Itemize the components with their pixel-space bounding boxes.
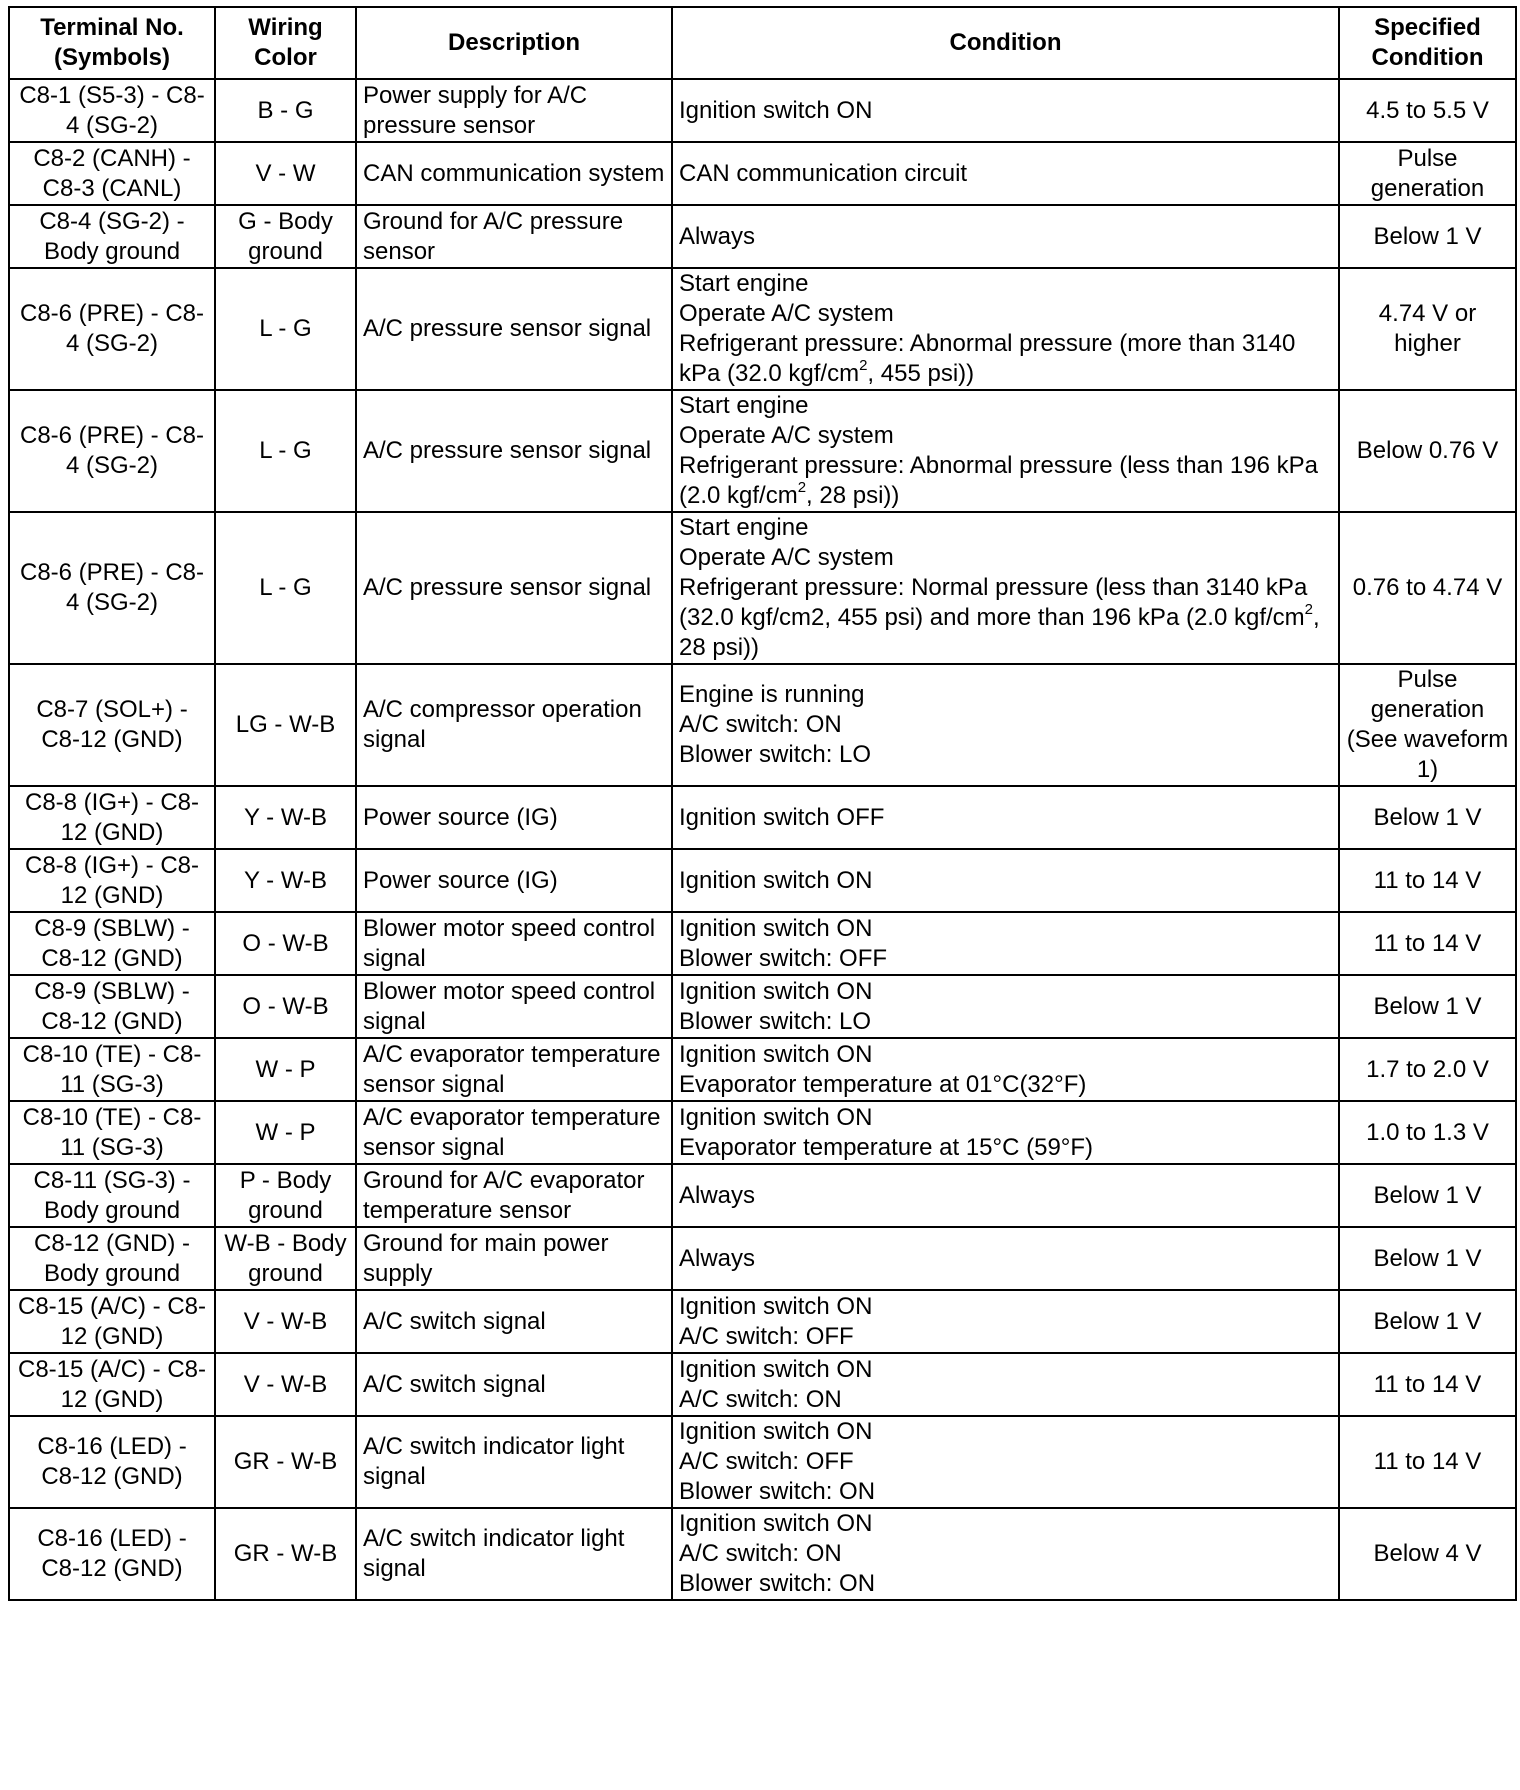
condition-cell: Start engine Operate A/C system Refrigerant pressure: Normal pressure (less than 3140 kPa (32.0 kgf/cm2, 455 psi) and more than 196 kPa (2.0 kgf/$cm^2$, 28 psi)): [672, 512, 1339, 664]
table-row: [9, 205, 1516, 268]
wiring-color-cell: L - G: [215, 512, 356, 664]
description-cell: Ground for main power supply: [356, 1227, 672, 1290]
description-cell: Blower motor speed control signal: [356, 975, 672, 1038]
condition-cell: Ignition switch ON Evaporator temperature at 15°C (59°F): [672, 1101, 1339, 1164]
specified-condition-cell: Below 1 V: [1339, 786, 1516, 849]
specified-condition-cell: Below 0.76 V: [1339, 390, 1516, 512]
specified-condition-cell: Below 1 V: [1339, 1164, 1516, 1227]
header-wiring-color: Wiring Color: [215, 7, 356, 79]
specified-condition-cell: Below 4 V: [1339, 1508, 1516, 1600]
specified-condition-cell: Pulse generation: [1339, 142, 1516, 205]
header-condition: Condition: [672, 7, 1339, 79]
condition-cell: Ignition switch ON A/C switch: ON Blower switch: ON: [672, 1508, 1339, 1600]
wiring-color-cell: Y - W-B: [215, 786, 356, 849]
table-row: [9, 1508, 1516, 1600]
table-row: [9, 1038, 1516, 1101]
description-cell: Blower motor speed control signal: [356, 912, 672, 975]
terminal-cell: C8-6 (PRE) - C8-4 (SG-2): [9, 390, 215, 512]
description-cell: A/C switch indicator light signal: [356, 1416, 672, 1508]
table-row: [9, 1101, 1516, 1164]
description-cell: Ground for A/C pressure sensor: [356, 205, 672, 268]
description-cell: A/C evaporator temperature sensor signal: [356, 1101, 672, 1164]
terminal-cell: C8-12 (GND) - Body ground: [9, 1227, 215, 1290]
description-cell: A/C switch signal: [356, 1353, 672, 1416]
condition-cell: Engine is running A/C switch: ON Blower switch: LO: [672, 664, 1339, 786]
condition-cell: Ignition switch ON Blower switch: OFF: [672, 912, 1339, 975]
terminal-cell: C8-7 (SOL+) - C8-12 (GND): [9, 664, 215, 786]
terminal-cell: C8-10 (TE) - C8-11 (SG-3): [9, 1101, 215, 1164]
description-cell: A/C pressure sensor signal: [356, 512, 672, 664]
terminal-cell: C8-6 (PRE) - C8-4 (SG-2): [9, 268, 215, 390]
table-row: [9, 390, 1516, 512]
wiring-color-cell: V - W: [215, 142, 356, 205]
wiring-color-cell: V - W-B: [215, 1353, 356, 1416]
specified-condition-cell: Pulse generation (See waveform 1): [1339, 664, 1516, 786]
terminal-cell: C8-8 (IG+) - C8-12 (GND): [9, 849, 215, 912]
wiring-color-cell: O - W-B: [215, 975, 356, 1038]
condition-cell: Start engine Operate A/C system Refrigerant pressure: Abnormal pressure (more than 3140 kPa (32.0 kgf/$cm^2$, 455 psi)): [672, 268, 1339, 390]
wiring-color-cell: W-B - Body ground: [215, 1227, 356, 1290]
specified-condition-cell: 11 to 14 V: [1339, 849, 1516, 912]
terminal-cell: C8-6 (PRE) - C8-4 (SG-2): [9, 512, 215, 664]
header-row: [9, 7, 1516, 79]
condition-cell: Start engine Operate A/C system Refrigerant pressure: Abnormal pressure (less than 196 kPa (2.0 kgf/$cm^2$, 28 psi)): [672, 390, 1339, 512]
condition-cell: Always: [672, 1164, 1339, 1227]
terminal-cell: C8-1 (S5-3) - C8-4 (SG-2): [9, 79, 215, 142]
wiring-color-cell: G - Body ground: [215, 205, 356, 268]
condition-cell: Ignition switch ON A/C switch: OFF: [672, 1290, 1339, 1353]
terminal-cell: C8-15 (A/C) - C8-12 (GND): [9, 1290, 215, 1353]
terminal-cell: C8-8 (IG+) - C8-12 (GND): [9, 786, 215, 849]
condition-cell: CAN communication circuit: [672, 142, 1339, 205]
header-description: Description: [356, 7, 672, 79]
table-row: [9, 1353, 1516, 1416]
description-cell: A/C pressure sensor signal: [356, 390, 672, 512]
wiring-color-cell: GR - W-B: [215, 1416, 356, 1508]
wiring-color-cell: O - W-B: [215, 912, 356, 975]
wiring-color-cell: L - G: [215, 268, 356, 390]
description-cell: CAN communication system: [356, 142, 672, 205]
description-cell: A/C switch indicator light signal: [356, 1508, 672, 1600]
condition-cell: Ignition switch ON: [672, 849, 1339, 912]
terminal-cell: C8-11 (SG-3) - Body ground: [9, 1164, 215, 1227]
terminal-cell: C8-16 (LED) - C8-12 (GND): [9, 1416, 215, 1508]
wiring-color-cell: L - G: [215, 390, 356, 512]
wiring-color-cell: B - G: [215, 79, 356, 142]
description-cell: Power source (IG): [356, 849, 672, 912]
table-row: [9, 975, 1516, 1038]
specified-condition-cell: 11 to 14 V: [1339, 912, 1516, 975]
table-row: [9, 912, 1516, 975]
header-terminal: Terminal No. (Symbols): [9, 7, 215, 79]
terminal-spec-table: [8, 6, 1517, 1601]
specified-condition-cell: 11 to 14 V: [1339, 1353, 1516, 1416]
specified-condition-cell: Below 1 V: [1339, 975, 1516, 1038]
table-row: [9, 1227, 1516, 1290]
table-row: [9, 512, 1516, 664]
specified-condition-cell: 1.0 to 1.3 V: [1339, 1101, 1516, 1164]
condition-cell: Ignition switch OFF: [672, 786, 1339, 849]
condition-cell: Ignition switch ON Blower switch: LO: [672, 975, 1339, 1038]
terminal-cell: C8-9 (SBLW) - C8-12 (GND): [9, 975, 215, 1038]
specified-condition-cell: 4.5 to 5.5 V: [1339, 79, 1516, 142]
specified-condition-cell: 0.76 to 4.74 V: [1339, 512, 1516, 664]
description-cell: Power supply for A/C pressure sensor: [356, 79, 672, 142]
description-cell: A/C switch signal: [356, 1290, 672, 1353]
terminal-cell: C8-4 (SG-2) - Body ground: [9, 205, 215, 268]
condition-cell: Ignition switch ON: [672, 79, 1339, 142]
description-cell: Power source (IG): [356, 786, 672, 849]
terminal-cell: C8-16 (LED) - C8-12 (GND): [9, 1508, 215, 1600]
table-row: [9, 1290, 1516, 1353]
header-specified-condition: Specified Condition: [1339, 7, 1516, 79]
description-cell: Ground for A/C evaporator temperature sensor: [356, 1164, 672, 1227]
specified-condition-cell: 1.7 to 2.0 V: [1339, 1038, 1516, 1101]
wiring-color-cell: GR - W-B: [215, 1508, 356, 1600]
condition-cell: Always: [672, 205, 1339, 268]
terminal-cell: C8-15 (A/C) - C8-12 (GND): [9, 1353, 215, 1416]
condition-cell: Always: [672, 1227, 1339, 1290]
table-header: [9, 7, 1516, 79]
specified-condition-cell: Below 1 V: [1339, 1227, 1516, 1290]
specified-condition-cell: Below 1 V: [1339, 1290, 1516, 1353]
terminal-cell: C8-2 (CANH) - C8-3 (CANL): [9, 142, 215, 205]
table-row: [9, 268, 1516, 390]
condition-cell: Ignition switch ON A/C switch: ON: [672, 1353, 1339, 1416]
specified-condition-cell: 11 to 14 V: [1339, 1416, 1516, 1508]
wiring-color-cell: P - Body ground: [215, 1164, 356, 1227]
table-row: [9, 849, 1516, 912]
specified-condition-cell: Below 1 V: [1339, 205, 1516, 268]
condition-cell: Ignition switch ON A/C switch: OFF Blower switch: ON: [672, 1416, 1339, 1508]
table-body: [9, 79, 1516, 1600]
wiring-color-cell: V - W-B: [215, 1290, 356, 1353]
wiring-color-cell: LG - W-B: [215, 664, 356, 786]
table-row: [9, 142, 1516, 205]
wiring-color-cell: W - P: [215, 1101, 356, 1164]
specified-condition-cell: 4.74 V or higher: [1339, 268, 1516, 390]
table-row: [9, 1164, 1516, 1227]
description-cell: A/C pressure sensor signal: [356, 268, 672, 390]
wiring-color-cell: W - P: [215, 1038, 356, 1101]
table-row: [9, 786, 1516, 849]
condition-cell: Ignition switch ON Evaporator temperature at 01°C(32°F): [672, 1038, 1339, 1101]
table-row: [9, 1416, 1516, 1508]
wiring-color-cell: Y - W-B: [215, 849, 356, 912]
terminal-cell: C8-10 (TE) - C8-11 (SG-3): [9, 1038, 215, 1101]
table-row: [9, 664, 1516, 786]
table-row: [9, 79, 1516, 142]
terminal-cell: C8-9 (SBLW) - C8-12 (GND): [9, 912, 215, 975]
description-cell: A/C evaporator temperature sensor signal: [356, 1038, 672, 1101]
description-cell: A/C compressor operation signal: [356, 664, 672, 786]
